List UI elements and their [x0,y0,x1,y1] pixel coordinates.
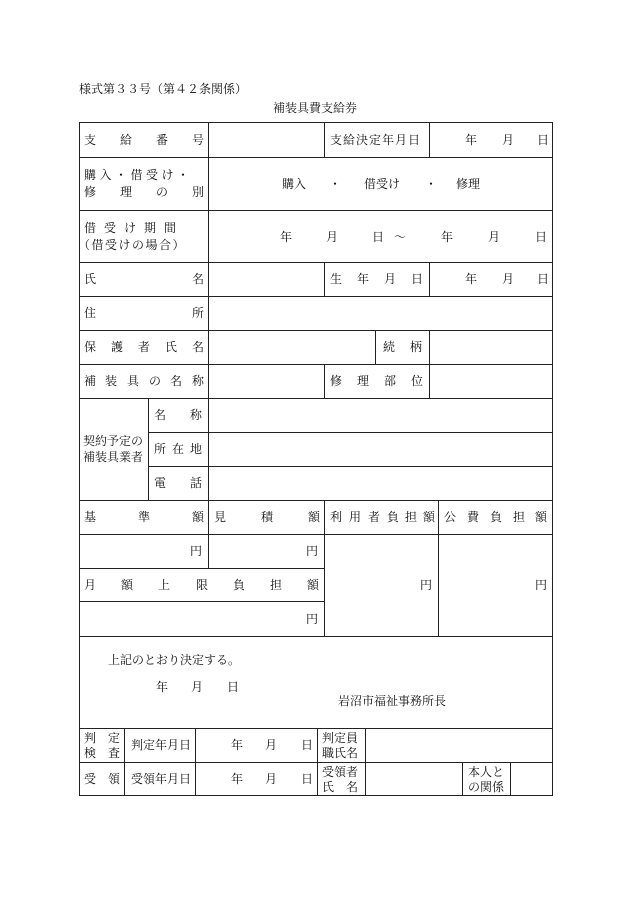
label-mitsumori-2: 積 [261,510,274,524]
office-name: 岩沼市福祉事務所長 [338,694,447,708]
label-juryo-2: 領 [108,772,121,786]
row-line [79,210,553,211]
label-hantei-1b: 定 [108,731,121,745]
yen-kijun: 円 [190,544,203,558]
col-line [429,122,430,157]
label-juryo-date: 受領年月日 [131,772,192,786]
birth-month: 月 [502,272,515,286]
label-meisho-1: 名 [154,408,167,422]
period-day1: 日 [372,230,385,244]
row-line [79,636,553,637]
row-line [79,728,553,729]
label-riyosha-2: 用 [349,510,362,524]
label-hantei-in-1: 判定員 [322,731,359,745]
option-sep: ・ [425,177,438,191]
label-shimei-1: 氏 [84,272,97,286]
label-kijun-2: 準 [138,510,151,524]
label-getsugaku-4: 限 [196,578,209,592]
label-riyosha-6: 額 [423,510,436,524]
label-hantei-2b: 査 [108,746,121,760]
col-line [208,122,209,262]
row-line [79,500,553,501]
label-kouhi-3: 負 [490,510,503,524]
label-seinengappi-3: 月 [384,272,397,286]
period-day2: 日 [535,230,548,244]
label-juryosha-2b: 名 [346,780,359,794]
col-line [324,364,325,398]
label-getsugaku-5: 負 [233,578,246,592]
label-honnin-2: の関係 [468,780,505,794]
col-line [510,762,511,796]
label-kounyu-2a: 修 [84,185,97,199]
label-kijun-3: 額 [192,510,205,524]
label-keiyaku-line2: 補装具業者 [83,450,144,464]
date-month: 月 [502,133,515,147]
decision-month: 月 [191,680,204,694]
yen-getsugaku: 円 [306,612,319,626]
hantei-month: 月 [265,738,278,752]
form-title: 補装具費支給券 [272,101,357,115]
row-line [79,601,324,602]
col-line [317,728,318,796]
col-line [195,728,196,796]
option-shuri: 修理 [456,177,481,191]
label-zokugara-2: 柄 [410,340,423,354]
label-karuke-line1: 借受け期間 [84,221,185,235]
label-hantei-2a: 検 [84,746,97,760]
col-line [375,330,376,364]
label-juryosha-2a: 氏 [322,780,335,794]
period-month2: 月 [488,230,501,244]
label-hosougu-2: 装 [105,374,118,388]
row-line [79,330,553,331]
label-hogosha-2: 護 [111,340,124,354]
col-line [438,500,439,636]
label-shuri-bui-2: 理 [357,374,370,388]
form-number: 様式第３３号（第４２条関係） [79,82,248,96]
label-jusho-2: 所 [192,306,205,320]
label-mitsumori-3: 額 [308,510,321,524]
label-kounyu-2d: 別 [192,185,205,199]
label-hogosha-4: 氏 [165,340,178,354]
label-shuri-bui-4: 位 [411,374,424,388]
hantei-day: 日 [301,738,314,752]
decision-day: 日 [227,680,240,694]
label-hosougu-4: の [149,374,162,388]
label-kijun-1: 基 [84,510,97,524]
row-line [79,568,324,569]
label-denwa-1: 電 [154,476,167,490]
col-line [208,398,209,500]
label-jusho-1: 住 [84,306,97,320]
col-line [429,330,430,364]
label-shikyu-kettei: 支給決定年月日 [330,133,422,147]
label-shuri-bui-3: 部 [384,374,397,388]
row-line [79,157,553,158]
label-kounyu-2b: 理 [120,185,133,199]
label-hosougu-3: 具 [127,374,140,388]
label-kounyu-line1: 購入・借受け・ [84,168,193,182]
label-getsugaku-1: 月 [84,578,97,592]
yen-mitsumori: 円 [306,544,319,558]
decision-text: 上記のとおり決定する。 [108,653,241,667]
label-kouhi-2: 費 [467,510,480,524]
label-seinengappi-1: 生 [330,272,343,286]
label-keiyaku-line1: 契約予定の [83,434,144,448]
col-line [429,364,430,398]
label-seinengappi-2: 年 [357,272,370,286]
hantei-year: 年 [231,738,244,752]
label-hogosha-5: 名 [192,340,205,354]
row-line [79,762,553,763]
row-line [79,262,553,263]
row-line [79,296,553,297]
label-hantei-in-2: 職氏名 [322,746,359,760]
label-shozaichi: 所 [154,442,167,456]
birth-day: 日 [537,272,550,286]
col-line [208,500,209,568]
col-line [324,262,325,296]
label-hosougu-5: 名 [170,374,183,388]
birth-year: 年 [465,272,478,286]
label-meisho-2: 称 [190,408,203,422]
date-year: 年 [465,133,478,147]
period-year1: 年 [280,230,293,244]
col-line [324,500,325,636]
label-juryo-1: 受 [84,772,97,786]
label-riyosha-3: 者 [368,510,381,524]
label-karuke-line2: （借受けの場合） [78,238,187,252]
label-honnin-1: 本人と [468,765,505,779]
label-kounyu-2c: の [156,185,169,199]
label-kouhi-5: 額 [535,510,548,524]
col-line [148,398,149,500]
col-line [124,728,125,796]
label-hosougu-6: 称 [192,374,205,388]
label-hogosha-1: 保 [84,340,97,354]
label-shimei-2: 名 [192,272,205,286]
label-shikyu-bango-2: 給 [120,133,133,147]
date-day: 日 [537,133,550,147]
label-denwa-2: 話 [190,476,203,490]
label-getsugaku-6: 担 [270,578,283,592]
label-hogosha-3: 者 [138,340,151,354]
juryo-year: 年 [231,772,244,786]
label-getsugaku-2: 額 [121,578,134,592]
decision-year: 年 [156,680,169,694]
yen-kouhi: 円 [535,578,548,592]
label-juryosha-1: 受領者 [322,765,359,779]
row-line [79,398,553,399]
option-karuke: 借受け [364,177,401,191]
yen-riyosha: 円 [420,578,433,592]
label-shozaichi: 在 [172,442,185,456]
label-shozaichi: 地 [190,442,203,456]
label-getsugaku-3: 上 [158,578,171,592]
label-riyosha-4: 負 [387,510,400,524]
col-line [462,762,463,796]
col-line [429,262,430,296]
col-line [208,262,209,398]
label-shikyu-bango-3: 番 [156,133,169,147]
period-tilde: 〜 [394,230,407,244]
label-hantei-date: 判定年月日 [131,738,192,752]
label-shuri-bui-1: 修 [330,374,343,388]
label-shikyu-bango-1: 支 [84,133,97,147]
row-line [79,364,553,365]
label-hantei-1a: 判 [84,731,97,745]
label-shikyu-bango-4: 号 [192,133,205,147]
option-sep: ・ [329,177,342,191]
label-seinengappi-4: 日 [411,272,424,286]
label-getsugaku-7: 額 [307,578,320,592]
label-riyosha-5: 担 [405,510,418,524]
juryo-month: 月 [265,772,278,786]
label-mitsumori-1: 見 [214,510,227,524]
label-zokugara-1: 続 [383,340,396,354]
label-kouhi-4: 担 [513,510,526,524]
label-riyosha-1: 利 [330,510,343,524]
juryo-day: 日 [301,772,314,786]
col-line [365,728,366,796]
option-kounyu: 購入 [282,177,307,191]
label-kouhi-1: 公 [444,510,457,524]
label-hosougu-1: 補 [84,374,97,388]
period-month1: 月 [326,230,339,244]
row-line [79,534,553,535]
period-year2: 年 [441,230,454,244]
col-line [324,122,325,157]
